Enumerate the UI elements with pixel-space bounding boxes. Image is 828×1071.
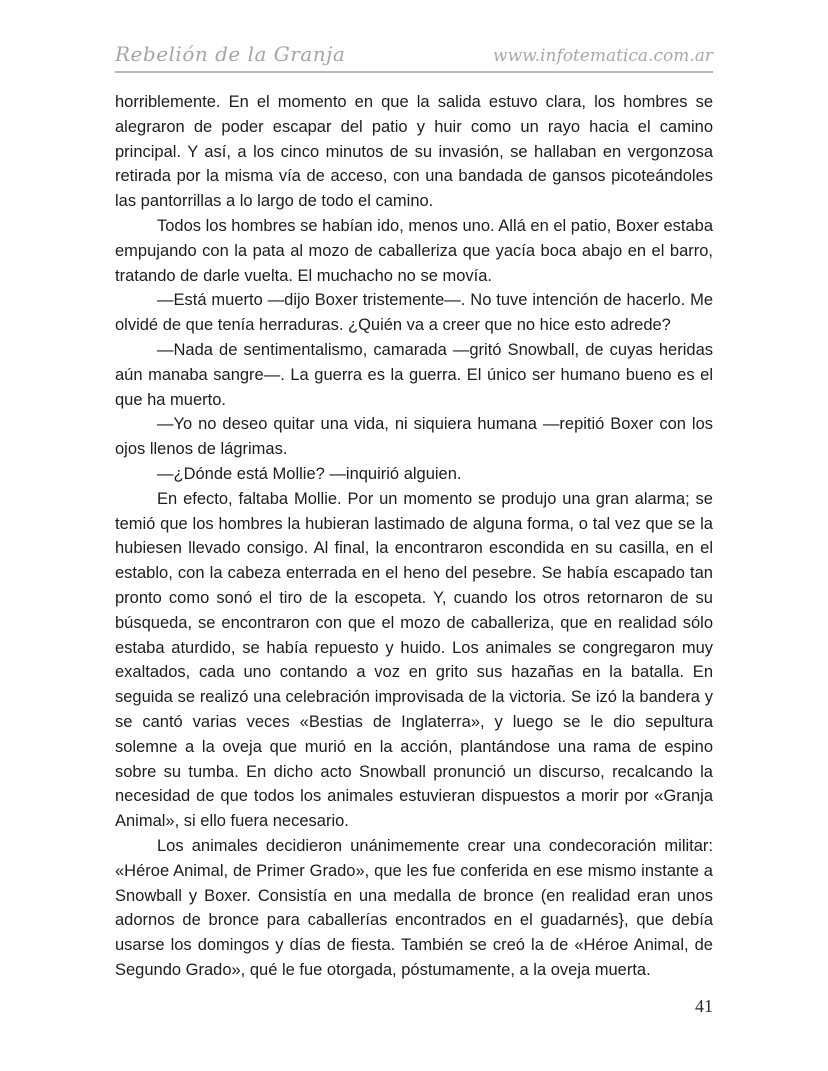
site-url: www.infotematica.com.ar xyxy=(493,46,713,66)
paragraph-4-dialogue: —Nada de sentimentalismo, camarada —gritó Snowball, de cuyas heridas aún manaba sangre—. La guerra es la guerra. El único ser humano bueno es el que ha muerto. xyxy=(115,340,713,409)
paragraph-2: Todos los hombres se habían ido, menos uno. Allá en el patio, Boxer estaba empujando con la pata al mozo de caballeriza que yacía boca abajo en el barro, tratando de darle vuelta. El muchacho no se movía. xyxy=(115,216,713,285)
header-rule xyxy=(115,71,713,73)
paragraph-3-dialogue: —Está muerto —dijo Boxer tristemente—. No tuve intención de hacerlo. Me olvidé de que tenía herraduras. ¿Quién va a creer que no hice esto adrede? xyxy=(115,291,713,335)
page-footer xyxy=(115,996,713,1017)
paragraph-1: horriblemente. En el momento en que la salida estuvo clara, los hombres se alegraron de poder escapar del patio y huir como un rayo hacia el camino principal. Y así, a los cinco minutos de su invasión, se hallaban en vergonzosa retirada por la misma vía de acceso, con una bandada de gansos picoteándoles las pantorrillas a lo largo de todo el camino. xyxy=(115,93,713,211)
page-header xyxy=(115,42,713,66)
page-body xyxy=(115,90,713,983)
paragraph-6-dialogue: —¿Dónde está Mollie? —inquirió alguien. xyxy=(157,464,462,483)
paragraph-8: Los animales decidieron unánimemente crear una condecoración militar: «Héroe Animal, de Primer Grado», que les fue conferida en ese mismo instante a Snowball y Boxer. Consistía en una medalla de bronce (en realidad eran unos adornos de bronce para caballerías encontrados en el guadarnés}, que debía usarse los domingos y días de fiesta. También se creó la de «Héroe Animal, de Segundo Grado», qué le fue otorgada, póstumamente, a la oveja muerta. xyxy=(115,836,713,979)
page-number: 41 xyxy=(695,996,713,1016)
paragraph-7: En efecto, faltaba Mollie. Por un momento se produjo una gran alarma; se temió que los hombres la hubieran lastimado de alguna forma, o tal vez que se la hubiesen llevado consigo. Al final, la encontraron escondida en su casilla, en el establo, con la cabeza enterrada en el heno del pesebre. Se había escapado tan pronto como sonó el tiro de la escopeta. Y, cuando los otros retornaron de su búsqueda, se encontraron con que el mozo de caballeriza, que en realidad sólo estaba aturdido, se había repuesto y huido. Los animales se congregaron muy exaltados, cada uno contando a voz en grito sus hazañas en la batalla. En seguida se realizó una celebración improvisada de la victoria. Se izó la bandera y se cantó varias veces «Bestias de Inglaterra», y luego se le dio sepultura solemne a la oveja que murió en la acción, plantándose una rama de espino sobre su tumba. En dicho acto Snowball pronunció un discurso, recalcando la necesidad de que todos los animales estuvieran dispuestos a morir por «Granja Animal», si ello fuera necesario. xyxy=(115,489,713,831)
paragraph-5-dialogue: —Yo no deseo quitar una vida, ni siquiera humana —repitió Boxer con los ojos llenos de lágrimas. xyxy=(115,415,713,459)
book-title: Rebelión de la Granja xyxy=(115,42,346,66)
